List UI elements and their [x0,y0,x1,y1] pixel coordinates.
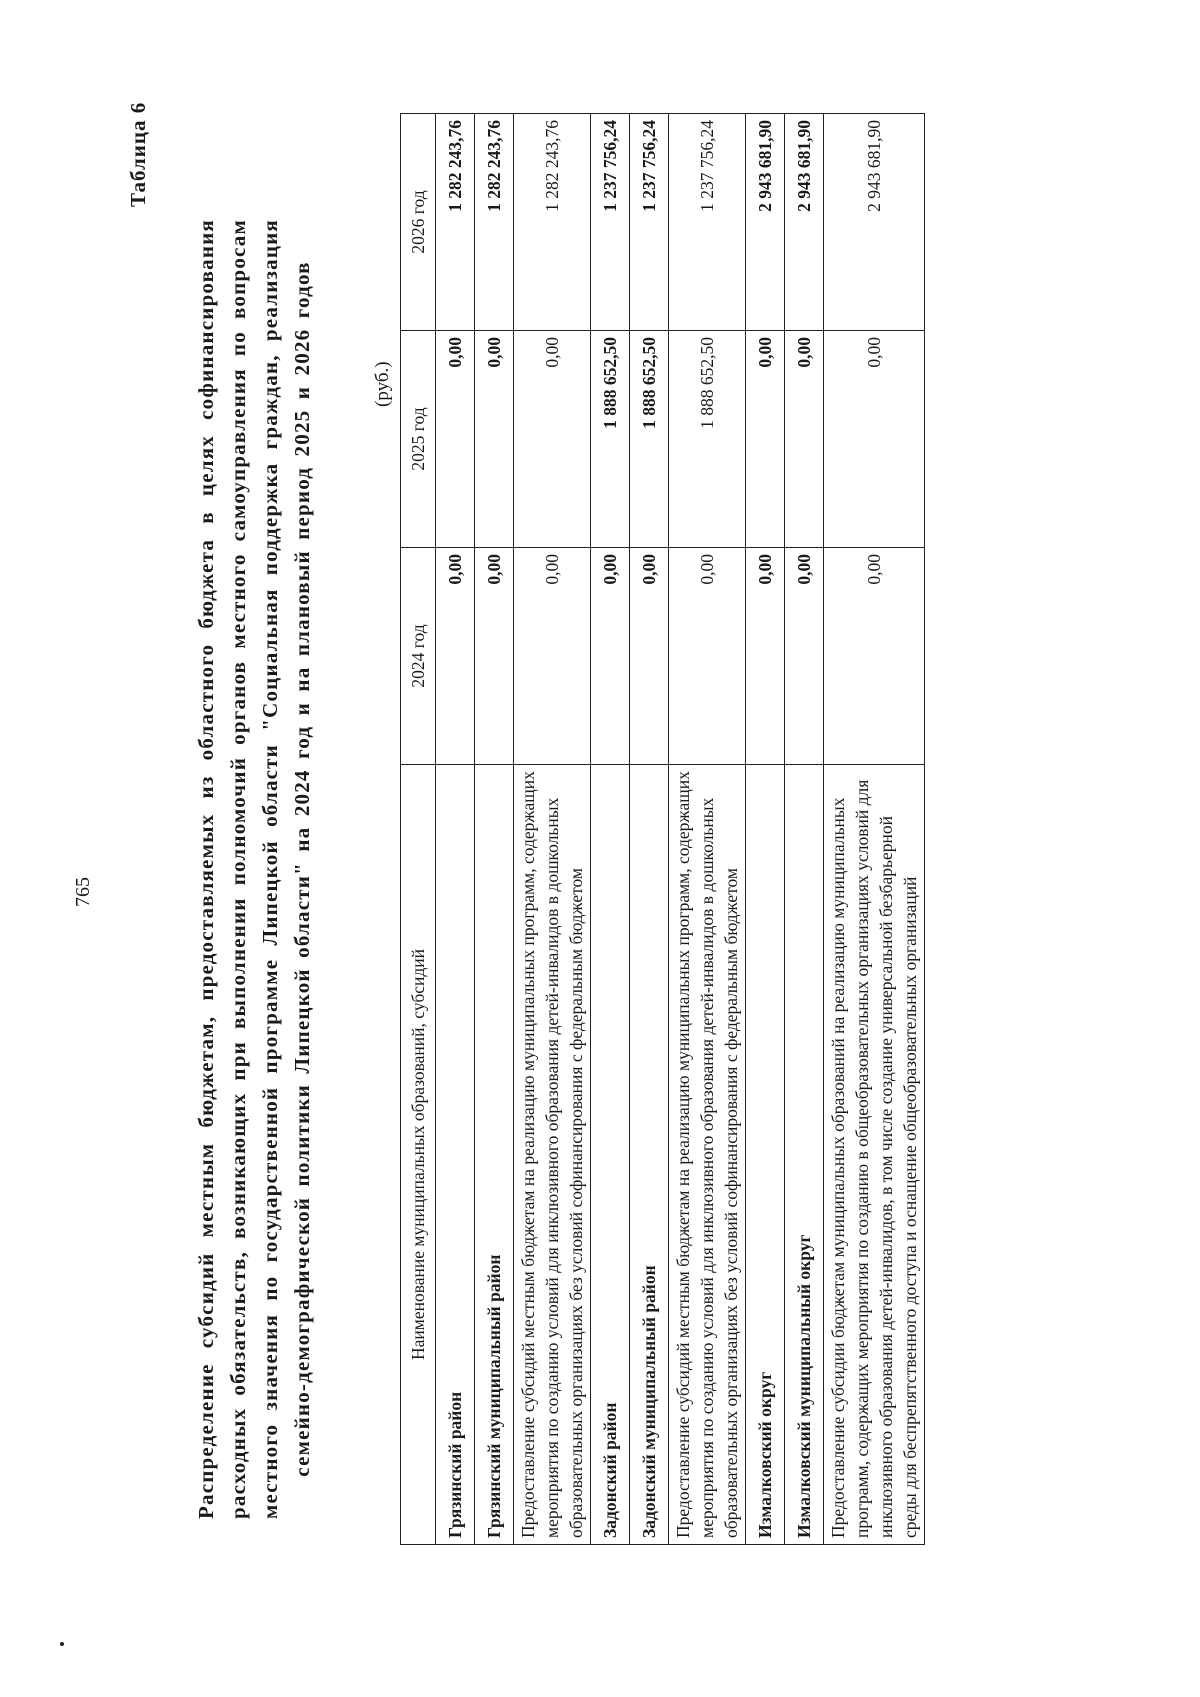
row-value-2025: 1 888 652,50 [591,331,630,548]
table-row [591,114,630,1545]
row-name-cell: Грязинский муниципальный район [475,765,514,1545]
row-value-2025: 0,00 [475,331,514,548]
table-header-row [401,114,436,1545]
column-header-2024: 2024 год [401,548,436,765]
table-row [785,114,824,1545]
row-value-2026: 2 943 681,90 [824,114,925,331]
row-value-2024: 0,00 [475,548,514,765]
row-value-2025: 0,00 [436,331,475,548]
row-name-cell: Грязинский район [436,765,475,1545]
row-name-cell: Предоставление субсидий местным бюджетам на реализацию муниципальных программ, содержащих мероприятия по созданию условий для инклюзивного образования детей-инвалидов в дошкольных образовательных организациях без условий софинансирования с федеральным бюджетом [514,765,591,1545]
table-row [746,114,785,1545]
unit-label: (руб.) [372,361,393,407]
row-value-2026: 2 943 681,90 [746,114,785,331]
column-header-2025: 2025 год [401,331,436,548]
row-value-2026: 1 282 243,76 [475,114,514,331]
row-name-cell: Задонский район [591,765,630,1545]
row-value-2024: 0,00 [785,548,824,765]
table-row [630,114,669,1545]
table-row [824,114,925,1545]
row-value-2025: 0,00 [514,331,591,548]
row-value-2024: 0,00 [669,548,746,765]
table-row [475,114,514,1545]
row-value-2026: 1 282 243,76 [436,114,475,331]
page-number: 765 [72,877,94,907]
row-value-2024: 0,00 [824,548,925,765]
row-value-2026: 1 282 243,76 [514,114,591,331]
row-value-2025: 0,00 [746,331,785,548]
row-value-2026: 1 237 756,24 [591,114,630,331]
subsidy-table [400,113,925,1545]
row-value-2025: 1 888 652,50 [669,331,746,548]
table-row [514,114,591,1545]
row-value-2025: 0,00 [824,331,925,548]
row-value-2024: 0,00 [591,548,630,765]
row-name-cell: Предоставление субсидий местным бюджетам на реализацию муниципальных программ, содержащих мероприятия по созданию условий для инклюзивного образования детей-инвалидов в дошкольных образовательных организациях без условий софинансирования с федеральным бюджетом [669,765,746,1545]
row-value-2025: 0,00 [785,331,824,548]
row-name-cell: Предоставление субсидии бюджетам муниципальных образований на реализацию муниципальных программ, содержащих мероприятия по созданию в общеобразовательных организациях условий для инклюзивного образования детей-инвалидов, в том числе создание универсальной безбарьерной среды для беспрепятственного доступа и оснащение общеобразовательных организаций [824,765,925,1545]
row-value-2026: 1 237 756,24 [669,114,746,331]
row-value-2024: 0,00 [436,548,475,765]
row-name-cell: Задонский муниципальный район [630,765,669,1545]
table-label: Таблица 6 [126,101,150,207]
table-row [436,114,475,1545]
row-name-cell: Измалковский округ [746,765,785,1545]
row-value-2024: 0,00 [630,548,669,765]
column-header-2026: 2026 год [401,114,436,331]
row-value-2026: 2 943 681,90 [785,114,824,331]
row-value-2024: 0,00 [514,548,591,765]
column-header-name: Наименование муниципальных образований, субсидий [401,765,436,1545]
table-row [669,114,746,1545]
row-value-2024: 0,00 [746,548,785,765]
row-name-cell: Измалковский муниципальный округ [785,765,824,1545]
document-title: Распределение субсидий местным бюджетам, предоставляемых из областного бюджета в целях софинансирования расходных обязательств, возникающих при выполнении полномочий органов местного самоуправления по вопросам местного значения по государственной программе Липецкой области "Социальная поддержка граждан, реализация семейно-демографической политики Липецкой области" на 2024 год и на плановый период 2025 и 2026 годов [194,219,314,1519]
row-value-2026: 1 237 756,24 [630,114,669,331]
row-value-2025: 1 888 652,50 [630,331,669,548]
